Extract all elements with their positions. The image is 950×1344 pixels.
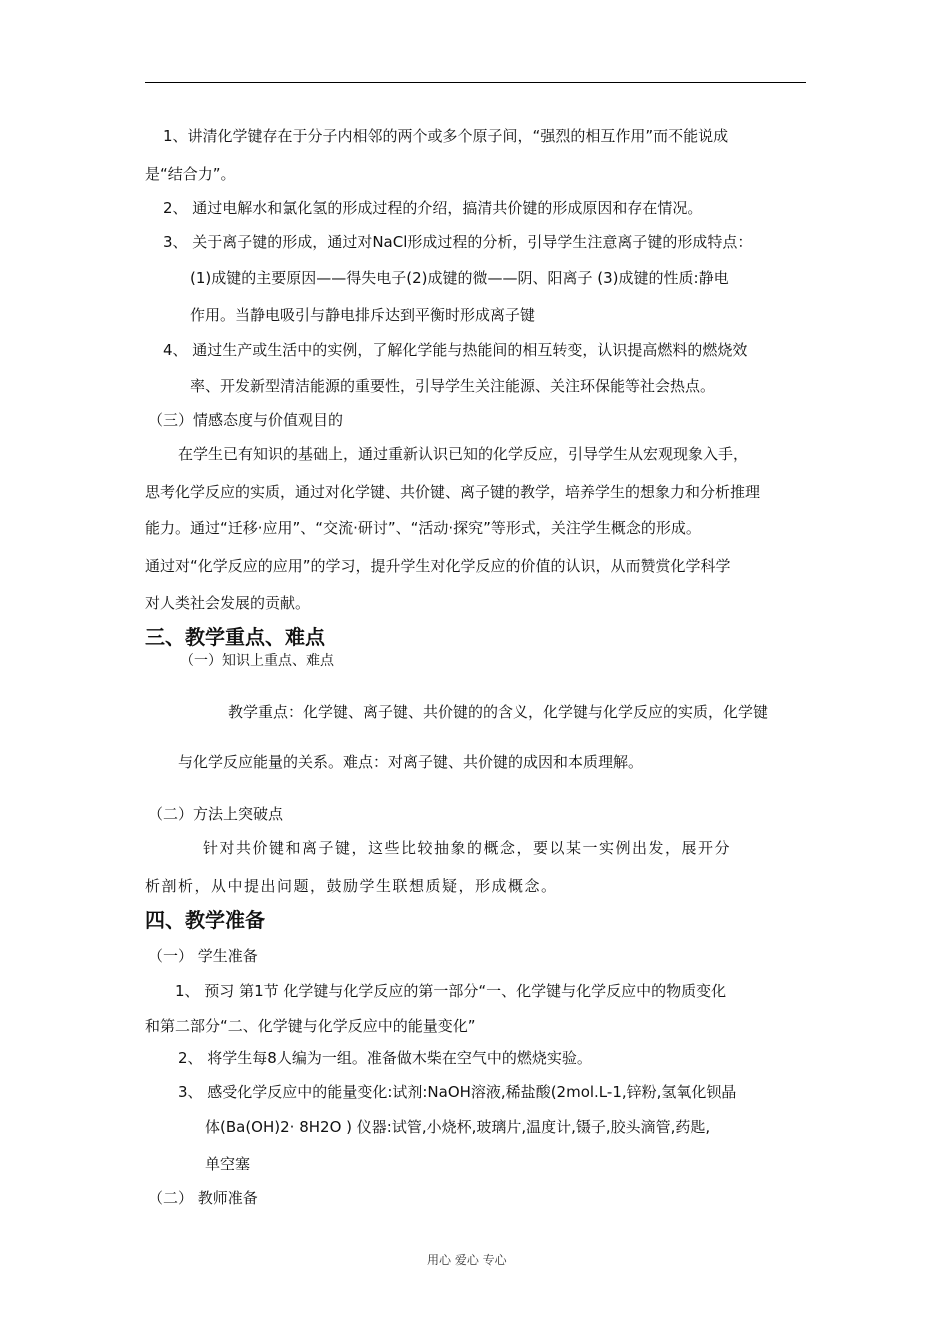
subsection-heading: （一）知识上重点、难点 [180,653,334,669]
text-line: 2、 通过电解水和氯化氢的形成过程的介绍，搞清共价键的形成原因和存在情况。 [163,199,703,217]
text-line: 1、 预习 第1节 化学键与化学反应的第一部分“一、化学键与化学反应中的物质变化 [175,982,727,1000]
text-line: 单空塞 [205,1155,251,1173]
section-heading: 三、教学重点、难点 [145,625,325,649]
text-line: 在学生已有知识的基础上，通过重新认识已知的化学反应，引导学生从宏观现象入手， [178,445,749,463]
subsection-heading: （二）方法上突破点 [148,805,284,823]
text-line: 1、讲清化学键存在于分子内相邻的两个或多个原子间，“强烈的相互作用”而不能说成 [163,127,729,145]
text-line: 率、开发新型清洁能源的重要性，引导学生关注能源、关注环保能等社会热点。 [190,377,716,395]
text-line: 3、 感受化学反应中的能量变化:试剂:NaOH溶液,稀盐酸(2mol.L-1,锌粉,氢氧化钡晶 [178,1083,737,1101]
text-line: 通过对“化学反应的应用”的学习，提升学生对化学反应的价值的认识，从而赞赏化学科学 [145,557,731,575]
text-line: 与化学反应能量的关系。难点：对离子键、共价键的成因和本质理解。 [178,753,644,771]
text-line: 思考化学反应的实质，通过对化学键、共价键、离子键的教学，培养学生的想象力和分析推理 [145,483,761,501]
text-line: 和第二部分“二、化学键与化学反应中的能量变化” [145,1017,476,1035]
text-line: 作用。当静电吸引与静电排斥达到平衡时形成离子键 [190,306,536,324]
text-line: 是“结合力”。 [145,165,236,183]
text-line: (1)成键的主要原因——得失电子(2)成键的微——阴、阳离子 (3)成键的性质:静电 [190,269,729,287]
header-rule [145,82,806,83]
text-line: 教学重点：化学键、离子键、共价键的的含义，化学键与化学反应的实质，化学键 [228,703,769,721]
subsection-heading: （三）情感态度与价值观目的 [148,411,344,429]
text-line: 2、 将学生每8人编为一组。准备做木柴在空气中的燃烧实验。 [178,1049,592,1067]
subsection-heading: （二） 教师准备 [148,1189,258,1207]
text-line: 3、 关于离子键的形成，通过对NaCl形成过程的分析，引导学生注意离子键的形成特点： [163,233,753,251]
text-line: 体(Ba(OH)2· 8H2O ) 仪器:试管,小烧杯,玻璃片,温度计,镊子,胶头滴管,药匙, [205,1118,711,1136]
text-line: 4、 通过生产或生活中的实例，了解化学能与热能间的相互转变，认识提高燃料的燃烧效 [163,341,748,359]
subsection-heading: （一） 学生准备 [148,947,258,965]
page-footer: 用心 爱心 专心 [427,1253,507,1267]
text-line: 析剖析，从中提出问题，鼓励学生联想质疑，形成概念。 [145,877,558,895]
text-line: 对人类社会发展的贡献。 [145,594,311,612]
section-heading: 四、教学准备 [145,908,265,932]
text-line: 能力。通过“迁移·应用”、“交流·研讨”、“活动·探究”等形式，关注学生概念的形成。 [145,519,701,537]
text-line: 针对共价键和离子键，这些比较抽象的概念，要以某一实例出发，展开分 [203,839,732,857]
